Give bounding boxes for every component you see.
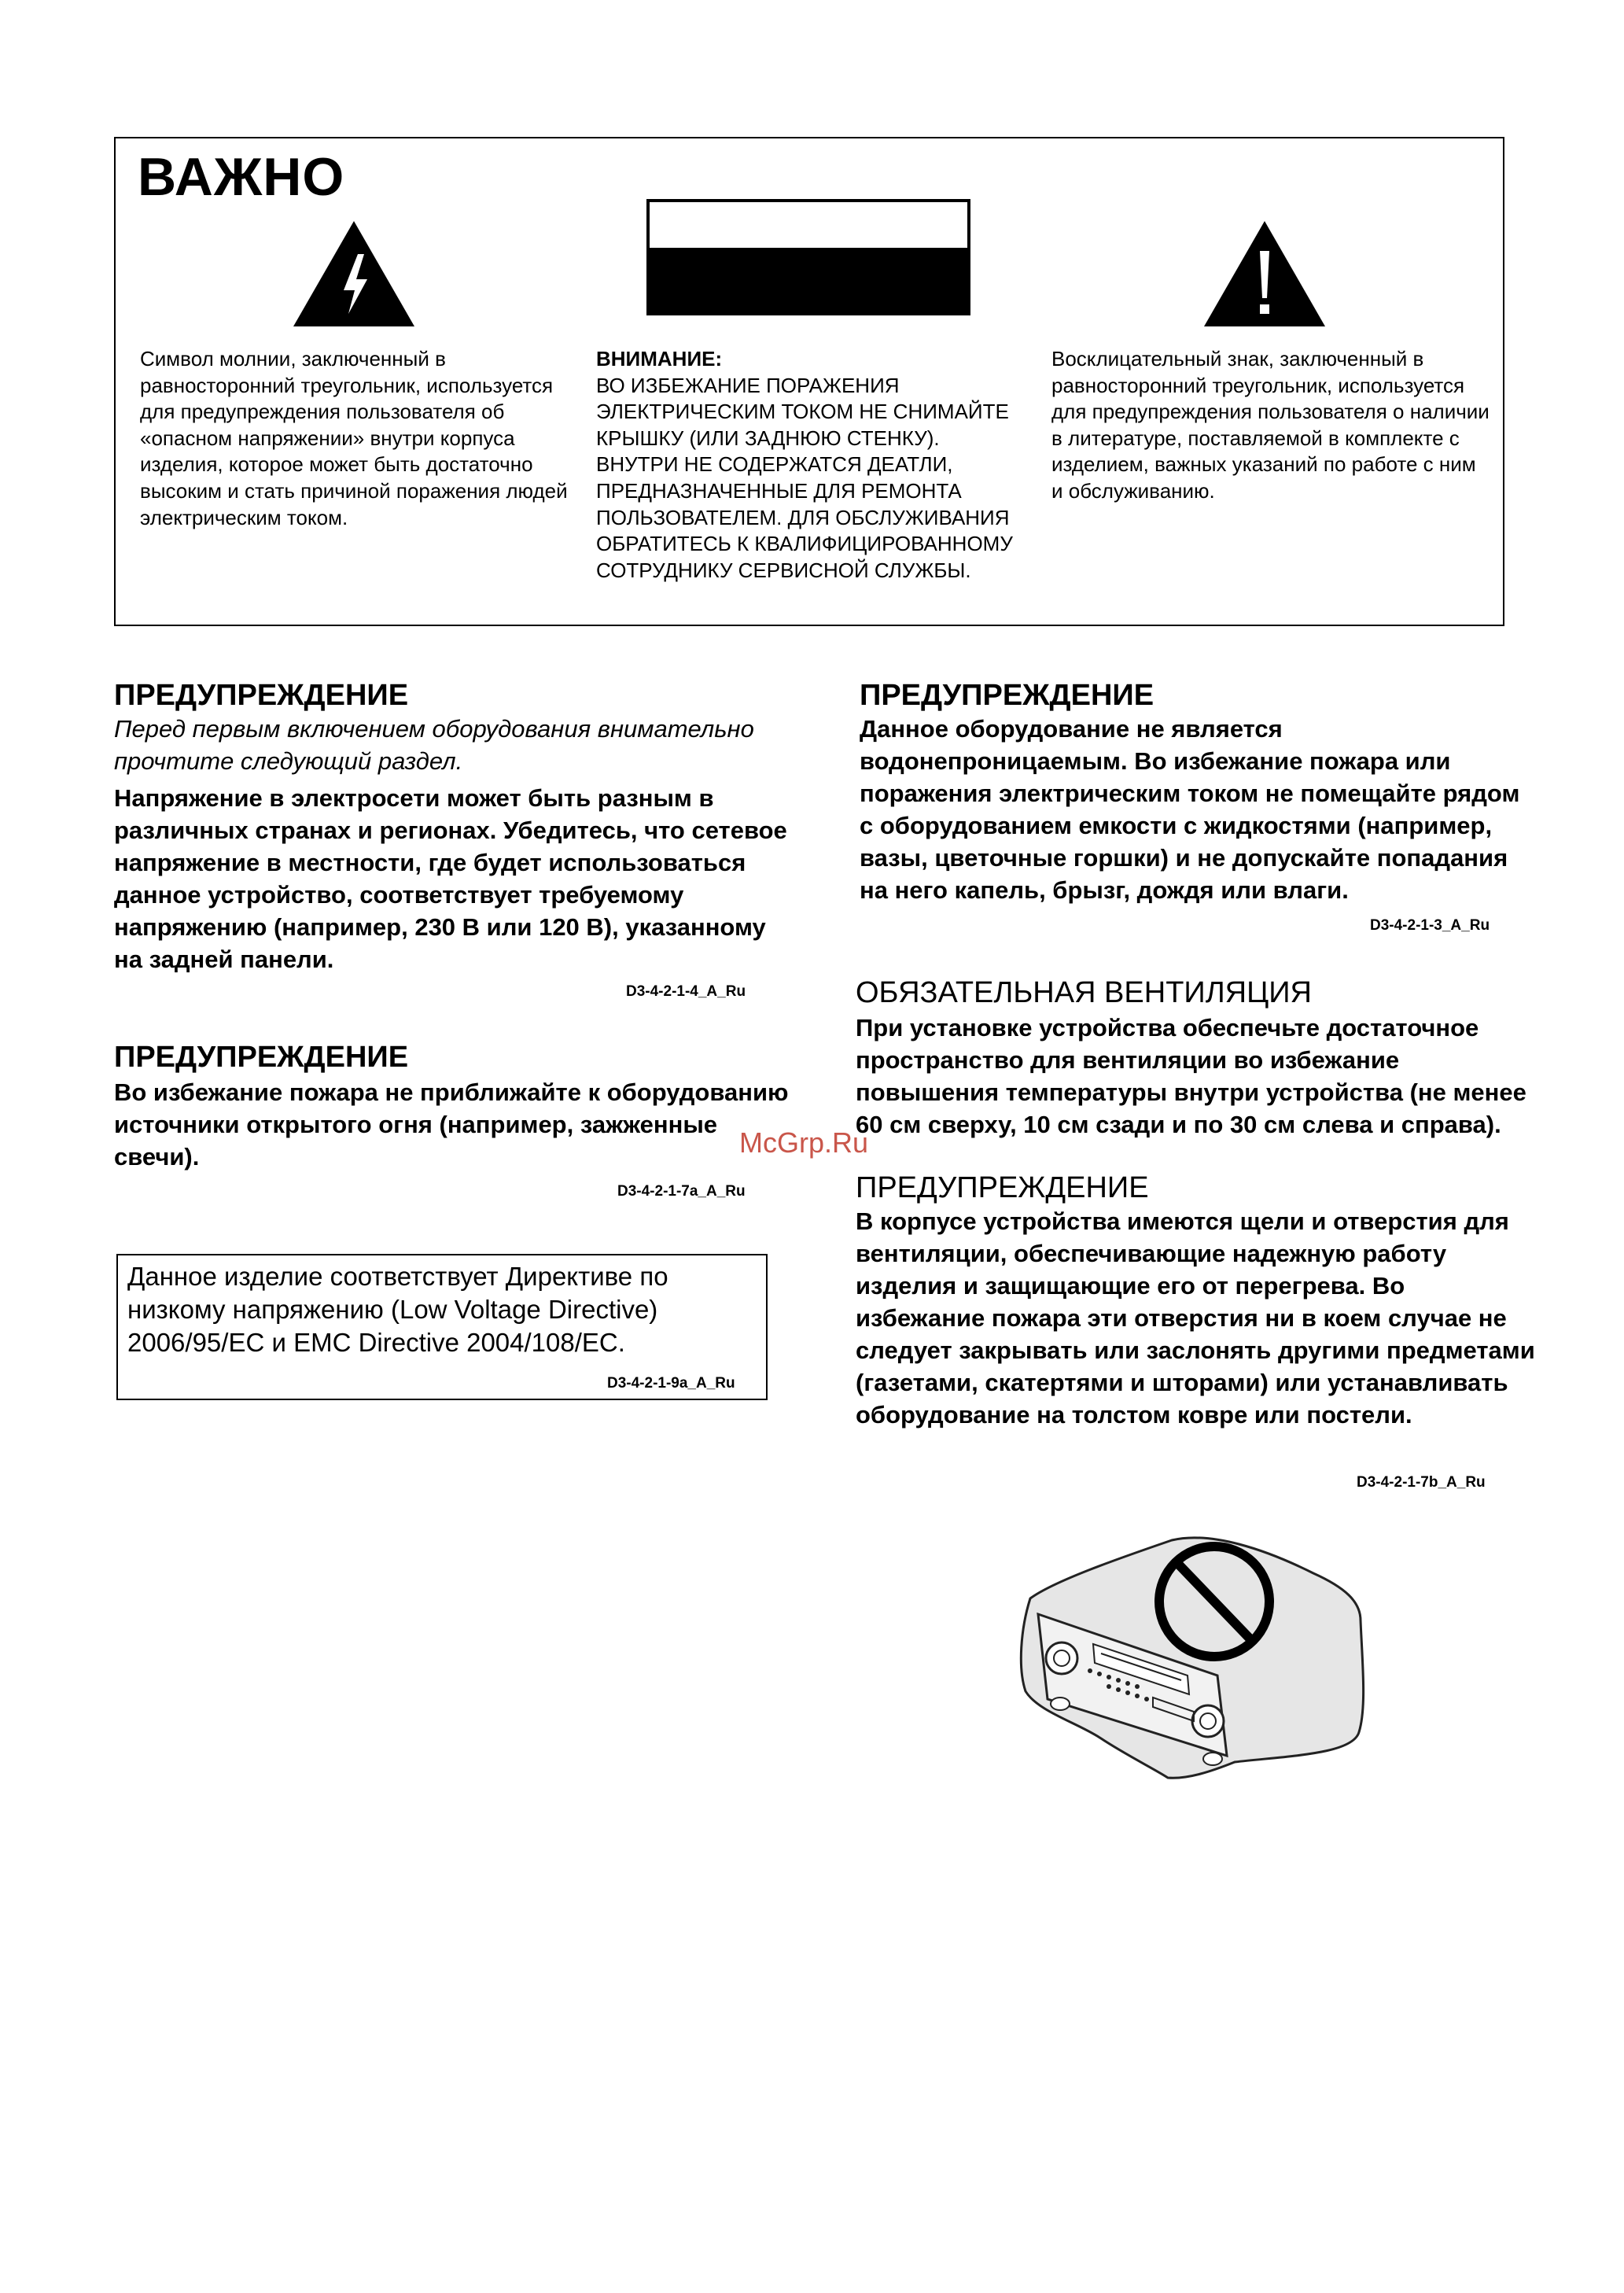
bolt-description: Символ молнии, заключенный в равносторонний треугольник, используется для предупреждения пользователя об «опасном напряжении» внутри корпуса изделия, которое может быть достаточно высоким и стать причиной поражения людей электрическим током. xyxy=(140,347,568,529)
caution-heading: ВНИМАНИЕ: xyxy=(596,347,723,370)
exclamation-description: Восклицательный знак, заключенный в равносторонний треугольник, используется для предупреждения пользователя о наличии в литературе, поставляемой в комплекте с изделием, важных указаний по работе с ним и обслуживанию. xyxy=(1051,347,1490,503)
covered-receiver-illustration xyxy=(1007,1526,1384,1806)
warning-fire-title: ПРЕДУПРЕЖДЕНИЕ xyxy=(114,1041,409,1074)
caution-description xyxy=(596,346,1021,584)
important-title: ВАЖНО xyxy=(138,147,345,207)
watermark: McGrp.Ru xyxy=(739,1126,869,1159)
caution-text: ВО ИЗБЕЖАНИЕ ПОРАЖЕНИЯ ЭЛЕКТРИЧЕСКИМ ТОКОМ НЕ СНИМАЙТЕ КРЫШКУ (ИЛИ ЗАДНЮЮ СТЕНКУ). ВНУТРИ НЕ СОДЕРЖАТСЯ ДЕАТЛИ, ПРЕДНАЗНАЧЕННЫЕ ДЛЯ РЕМОНТА ПОЛЬЗОВАТЕЛЕМ. ДЛЯ ОБСЛУЖИВАНИЯ ОБРАТИТЕСЬ К КВАЛИФИЦИРОВАННОМУ СОТРУДНИКУ СЕРВИСНОЙ СЛУЖБЫ. xyxy=(596,373,1013,582)
lightning-triangle-icon xyxy=(293,221,414,326)
ventilation-title: ОБЯЗАТЕЛЬНАЯ ВЕНТИЛЯЦИЯ xyxy=(856,976,1312,1009)
ventilation-body: При установке устройства обеспечьте достаточное пространство для вентиляции во избежание повышения температуры внутри устройства (не менее 60 см сверху, 10 см сзади и по 30 см слева и справа). xyxy=(856,1014,1526,1138)
warning-voltage-body: Напряжение в электросети может быть разным в различных странах и регионах. Убедитесь, что сетевое напряжение в местности, где будет использоваться данное устройство, соответствует требуемому напряжению (например, 230 В или 120 В), указанному на задней панели. xyxy=(114,784,787,973)
directive-code: D3-4-2-1-9a_A_Ru xyxy=(607,1375,735,1392)
exclamation-triangle-icon xyxy=(1204,221,1325,326)
caution-label xyxy=(646,199,970,315)
warning-vents-title: ПРЕДУПРЕЖДЕНИЕ xyxy=(856,1171,1149,1204)
warning-vents-body: В корпусе устройства имеются щели и отверстия для вентиляции, обеспечивающие надежную работу изделия и защищающие его от перегрева. Во избежание пожара эти отверстия ни в коем случае не следует закрывать или заслонять другими предметами (газетами, скатертями и шторами) или устанавливать оборудование на толстом ковре или постели. xyxy=(856,1207,1535,1429)
warning-vents-code: D3-4-2-1-7b_A_Ru xyxy=(1357,1474,1486,1491)
warning-voltage-title: ПРЕДУПРЕЖДЕНИЕ xyxy=(114,679,409,712)
warning-fire-body: Во избежание пожара не приближайте к оборудованию источники открытого огня (например, зажженные свечи). xyxy=(114,1078,789,1170)
warning-voltage-intro: Перед первым включением оборудования внимательно прочтите следующий раздел. xyxy=(114,715,754,775)
warning-water-code: D3-4-2-1-3_A_Ru xyxy=(1370,917,1490,934)
warning-fire-code: D3-4-2-1-7a_A_Ru xyxy=(617,1183,746,1200)
warning-water-title: ПРЕДУПРЕЖДЕНИЕ xyxy=(860,679,1154,712)
directive-text: Данное изделие соответствует Директиве по низкому напряжению (Low Voltage Directive) 2006/95/EC и EMC Directive 2004/108/EC. xyxy=(127,1262,668,1357)
warning-voltage-code: D3-4-2-1-4_A_Ru xyxy=(626,983,746,1000)
warning-water-body: Данное оборудование не является водонепроницаемым. Во избежание пожара или поражения электрическим током не помещайте рядом с оборудованием емкости с жидкостями (например, вазы, цветочные горшки) и не допускайте попадания на него капель, брызг, дождя или влаги. xyxy=(860,715,1520,904)
